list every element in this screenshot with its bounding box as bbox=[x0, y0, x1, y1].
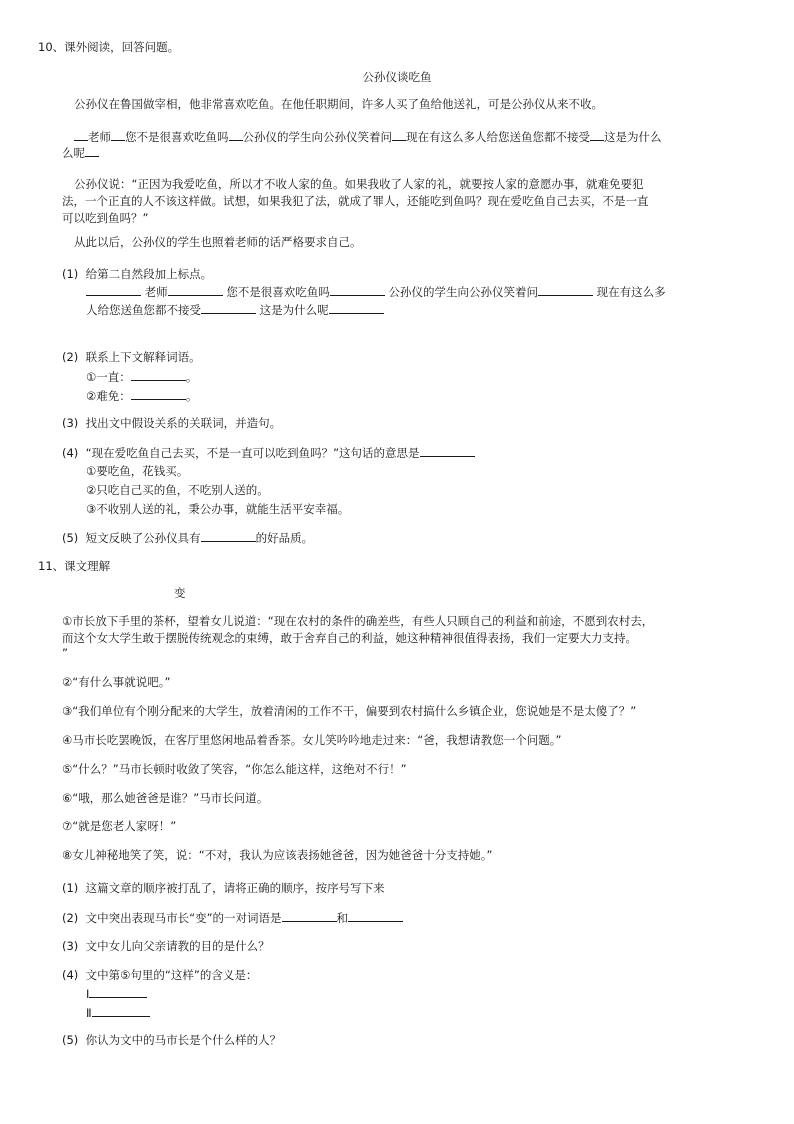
q11-paragraph-2: ②“有什么事就说吧。” bbox=[62, 675, 171, 689]
q10-sub2-item-2: ②难免： 。 bbox=[86, 389, 198, 403]
blank[interactable] bbox=[229, 129, 243, 141]
q11-paragraph-4: ④马市长吃罢晚饭，在客厅里悠闲地品着香茶。女儿笑吟吟地走过来：“爸，我想请教您一个问题。” bbox=[62, 733, 562, 747]
answer-blank[interactable] bbox=[131, 369, 186, 381]
q10-sub4-option-2[interactable]: ②只吃自己买的鱼，不吃别人送的。 bbox=[86, 483, 269, 497]
q11-sub5-prompt: (5) 你认为文中的马市长是个什么样的人？ bbox=[62, 1033, 282, 1047]
q10-sub5-prompt: (5) 短文反映了公孙仪具有 的好品质。 bbox=[62, 531, 314, 545]
q10-sub2-item-1: ①一直： 。 bbox=[86, 370, 198, 384]
q10-paragraph-2-line-1: 老师 您不是很喜欢吃鱼吗 公孙仪的学生向公孙仪笑着问 现在有这么多人给您送鱼您都不接受 这是为什么 bbox=[74, 129, 662, 145]
q10-title: 公孙仪谈吃鱼 bbox=[362, 70, 432, 84]
q11-sub4-item-1: Ⅰ bbox=[86, 986, 147, 1002]
q11-paragraph-7: ⑦“就是您老人家呀！” bbox=[62, 819, 177, 833]
q11-sub1-prompt: (1) 这篇文章的顺序被打乱了，请将正确的顺序，按序号写下来 bbox=[62, 881, 385, 895]
q10-sub2-prompt: (2) 联系上下文解释词语。 bbox=[62, 350, 201, 364]
q10-sub1-answer-line-2: 人给您送鱼您都不接受 这是为什么呢 bbox=[86, 302, 384, 318]
answer-blank[interactable] bbox=[89, 986, 147, 998]
q11-paragraph-1-line-3: ” bbox=[62, 646, 68, 660]
q10-sub3-prompt: (3) 找出文中假设关系的关联词，并造句。 bbox=[62, 416, 282, 430]
blank[interactable] bbox=[590, 129, 604, 141]
answer-blank[interactable] bbox=[168, 284, 223, 296]
q11-paragraph-6: ⑥“哦，那么她爸爸是谁？”马市长问道。 bbox=[62, 791, 269, 805]
answer-blank[interactable] bbox=[348, 910, 403, 922]
q10-paragraph-3-line-1: 公孙仪说：“正因为我爱吃鱼，所以才不收人家的鱼。如果我收了人家的礼，就要按人家的意愿办事，就难免要犯 bbox=[74, 177, 644, 191]
answer-blank[interactable] bbox=[330, 284, 385, 296]
answer-blank[interactable] bbox=[131, 388, 186, 400]
q10-paragraph-3-line-3: 可以吃到鱼吗？” bbox=[62, 211, 149, 225]
q11-heading: 11、课文理解 bbox=[38, 559, 111, 573]
blank[interactable] bbox=[392, 129, 406, 141]
blank[interactable] bbox=[85, 145, 99, 157]
q10-paragraph-2-line-2: 么呢 bbox=[62, 145, 99, 161]
answer-blank[interactable] bbox=[420, 445, 475, 457]
q11-paragraph-1-line-2: 而这个女大学生敢于摆脱传统观念的束缚，敢于舍弃自己的利益，她这种精神很值得表扬，我们一定要大力支持。 bbox=[62, 631, 637, 645]
q10-sub4-prompt: (4) “现在爱吃鱼自己去买，不是一直可以吃到鱼吗？”这句话的意思是 bbox=[62, 445, 475, 461]
q11-paragraph-1-line-1: ①市长放下手里的茶杯，望着女儿说道：“现在农村的条件的确差些，有些人只顾自己的利益和前途，不愿到农村去， bbox=[62, 614, 654, 628]
q11-sub4-item-2: Ⅱ bbox=[86, 1005, 150, 1021]
blank[interactable] bbox=[111, 129, 125, 141]
q10-sub1-prompt: (1) 给第二自然段加上标点。 bbox=[62, 267, 213, 281]
q10-paragraph-3-line-2: 法，一个正直的人不该这样做。试想，如果我犯了法，就成了罪人，还能吃到鱼吗？现在爱吃鱼自己去买，不是一直 bbox=[62, 194, 649, 208]
q10-paragraph-1: 公孙仪在鲁国做宰相，他非常喜欢吃鱼。在他任职期间，许多人买了鱼给他送礼，可是公孙仪从来不收。 bbox=[74, 97, 603, 111]
answer-blank[interactable] bbox=[86, 284, 141, 296]
q10-sub1-answer-line-1: 老师 您不是很喜欢吃鱼吗 公孙仪的学生向公孙仪笑着问 现在有这么多 bbox=[86, 284, 666, 300]
q10-sub4-option-3[interactable]: ③不收别人送的礼，秉公办事，就能生活平安幸福。 bbox=[86, 502, 350, 516]
answer-blank[interactable] bbox=[201, 530, 256, 542]
q11-title: 变 bbox=[174, 586, 186, 600]
q10-sub4-option-1[interactable]: ①要吃鱼，花钱买。 bbox=[86, 464, 189, 478]
q11-sub4-prompt: (4) 文中第⑤句里的“这样”的含义是： bbox=[62, 968, 258, 982]
answer-blank[interactable] bbox=[92, 1005, 150, 1017]
q10-heading: 10、课外阅读，回答问题。 bbox=[38, 40, 180, 54]
q11-paragraph-8: ⑧女儿神秘地笑了笑，说：“不对，我认为应该表扬她爸爸，因为她爸爸十分支持她。” bbox=[62, 848, 493, 862]
answer-blank[interactable] bbox=[282, 910, 337, 922]
q11-paragraph-5: ⑤“什么？”马市长顿时收敛了笑容，“你怎么能这样，这绝对不行！” bbox=[62, 762, 407, 776]
q11-sub3-prompt: (3) 文中女儿向父亲请教的目的是什么？ bbox=[62, 939, 270, 953]
q11-sub2-prompt: (2) 文中突出表现马市长“变”的一对词语是 和 bbox=[62, 910, 403, 926]
answer-blank[interactable] bbox=[538, 284, 593, 296]
answer-blank[interactable] bbox=[201, 302, 256, 314]
q10-paragraph-4: 从此以后，公孙仪的学生也照着老师的话严格要求自己。 bbox=[74, 235, 362, 249]
blank[interactable] bbox=[74, 129, 88, 141]
q11-paragraph-3: ③“我们单位有个刚分配来的大学生，放着清闲的工作不干，偏要到农村搞什么乡镇企业，您说她是不是太傻了？” bbox=[62, 704, 637, 718]
answer-blank[interactable] bbox=[329, 302, 384, 314]
